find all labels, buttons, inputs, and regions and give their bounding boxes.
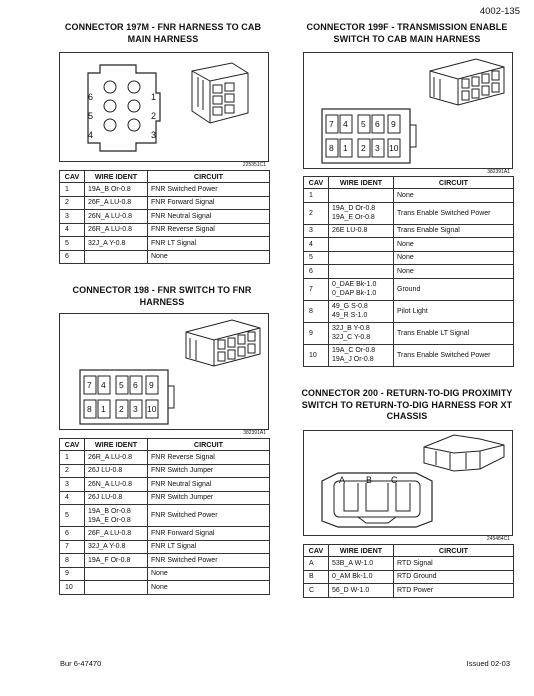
table-row <box>60 250 270 264</box>
wire-cell <box>329 251 394 265</box>
pin-label: C <box>391 475 398 485</box>
wire-cell: 26J LU-0.8 <box>85 491 148 505</box>
cav-cell: 2 <box>60 196 85 210</box>
page-number: 4002-135 <box>479 6 520 17</box>
cav-cell: 5 <box>60 505 85 527</box>
pin-label: 8 <box>87 404 92 414</box>
pin-label: 4 <box>88 130 94 140</box>
wire-cell: 53B_A W-1.0 <box>329 557 394 571</box>
circuit-cell: Pilot Light <box>394 300 514 322</box>
cav-cell: 6 <box>304 265 329 279</box>
cav-cell: 10 <box>304 344 329 366</box>
pin-label: 1 <box>101 404 106 414</box>
cav-header: CAV <box>60 171 85 183</box>
connector-200-title: CONNECTOR 200 - RETURN-TO-DIG PROXIMITY SWITCH TO RETURN-TO-DIG HARNESS FOR XT CHASSIS <box>301 388 513 421</box>
circuit-cell: FNR Neutral Signal <box>148 478 270 492</box>
table-row <box>304 584 514 598</box>
table-row <box>304 202 514 224</box>
circuit-cell: RTD Power <box>394 584 514 598</box>
circuit-cell: None <box>394 265 514 279</box>
cav-header: CAV <box>60 439 85 451</box>
wire-cell: 32J_A Y-0.8 <box>85 540 148 554</box>
pin-label: 6 <box>133 380 138 390</box>
table-row <box>60 478 270 492</box>
circuit-cell: None <box>394 238 514 252</box>
cav-cell: 3 <box>304 224 329 238</box>
connector-197m-title: CONNECTOR 197M - FNR HARNESS TO CAB MAIN HARNESS <box>64 22 262 44</box>
table-row <box>304 322 514 344</box>
wire-cell: 19A_F Or-0.8 <box>85 554 148 568</box>
pin-label: 4 <box>101 380 106 390</box>
cav-cell: 8 <box>304 300 329 322</box>
cav-cell: 6 <box>60 527 85 541</box>
table-row <box>60 581 270 595</box>
wire-cell: 0_AM Bk-1.0 <box>329 570 394 584</box>
cav-cell: 9 <box>304 322 329 344</box>
pin-label: 5 <box>361 119 366 129</box>
connector-197m-table <box>59 170 270 264</box>
figure-id: 382391A1 <box>487 169 510 175</box>
circuit-cell: FNR Forward Signal <box>148 527 270 541</box>
pin-label: 7 <box>87 380 92 390</box>
cav-cell: A <box>304 557 329 571</box>
wire-cell: 56_D W-1.0 <box>329 584 394 598</box>
table-row <box>60 210 270 224</box>
cav-cell: 1 <box>60 183 85 197</box>
circuit-cell: Trans Enable Switched Power <box>394 344 514 366</box>
document-number: Bur 6-47470 <box>60 659 102 668</box>
cav-cell: 2 <box>304 202 329 224</box>
table-row <box>60 540 270 554</box>
connector-198-drawing <box>59 313 269 436</box>
figure-id: 382391A1 <box>243 430 266 436</box>
circuit-cell: FNR Switched Power <box>148 183 270 197</box>
pin-label: 5 <box>119 380 124 390</box>
table-row <box>60 505 270 527</box>
wire-cell <box>329 189 394 203</box>
cav-cell: 1 <box>304 189 329 203</box>
table-row <box>60 451 270 465</box>
table-row <box>304 251 514 265</box>
circuit-cell: None <box>394 189 514 203</box>
wire-cell: 19A_B Or-0.8 <box>85 183 148 197</box>
pin-label: 1 <box>151 92 157 102</box>
table-row <box>304 265 514 279</box>
figure-id: 225351C1 <box>242 162 266 168</box>
circuit-header: CIRCUIT <box>148 439 270 451</box>
circuit-cell: FNR LT Signal <box>148 540 270 554</box>
circuit-cell: FNR Switched Power <box>148 505 270 527</box>
circuit-header: CIRCUIT <box>148 171 270 183</box>
table-row <box>60 527 270 541</box>
circuit-cell: FNR Switch Jumper <box>148 464 270 478</box>
table-row <box>304 557 514 571</box>
table-row <box>304 224 514 238</box>
cav-cell: C <box>304 584 329 598</box>
table-row <box>60 237 270 251</box>
wire-header: WIRE IDENT <box>85 171 148 183</box>
wire-cell: 32J_A Y-0.8 <box>85 237 148 251</box>
cav-cell: 3 <box>60 478 85 492</box>
circuit-cell: FNR Switch Jumper <box>148 491 270 505</box>
wire-cell: 26F_A LU-0.8 <box>85 527 148 541</box>
wire-header: WIRE IDENT <box>329 545 394 557</box>
pin-label: 10 <box>389 143 399 153</box>
circuit-cell: FNR Switched Power <box>148 554 270 568</box>
wire-cell: 26J LU-0.8 <box>85 464 148 478</box>
circuit-cell: RTD Ground <box>394 570 514 584</box>
circuit-cell: Ground <box>394 278 514 300</box>
pin-label: 9 <box>149 380 154 390</box>
pin-label: 2 <box>361 143 366 153</box>
table-row <box>304 189 514 203</box>
cav-cell: 8 <box>60 554 85 568</box>
circuit-cell: FNR Reverse Signal <box>148 451 270 465</box>
circuit-cell: FNR Reverse Signal <box>148 223 270 237</box>
cav-cell: 2 <box>60 464 85 478</box>
pin-label: 4 <box>343 119 348 129</box>
table-row <box>304 238 514 252</box>
connector-199f-title: CONNECTOR 199F - TRANSMISSION ENABLE SWITCH TO CAB MAIN HARNESS <box>306 22 508 44</box>
issue-date: Issued 02-03 <box>466 659 510 668</box>
pin-label: 8 <box>329 143 334 153</box>
cav-cell: 3 <box>60 210 85 224</box>
wire-cell: 0_DAE Bk-1.0 0_DAP Bk-1.0 <box>329 278 394 300</box>
pin-label: 9 <box>391 119 396 129</box>
cav-cell: 7 <box>60 540 85 554</box>
wire-cell <box>329 238 394 252</box>
wire-cell: 26F_A LU-0.8 <box>85 196 148 210</box>
wire-cell: 49_G S-0.8 49_R S-1.0 <box>329 300 394 322</box>
table-row <box>60 567 270 581</box>
pin-label: 2 <box>119 404 124 414</box>
circuit-header: CIRCUIT <box>394 545 514 557</box>
circuit-header: CIRCUIT <box>394 177 514 189</box>
wire-cell: 26N_A LU-0.8 <box>85 478 148 492</box>
cav-cell: 4 <box>60 223 85 237</box>
circuit-cell: FNR LT Signal <box>148 237 270 251</box>
connector-197m-drawing <box>59 52 269 168</box>
pin-label: 3 <box>133 404 138 414</box>
figure-id: 245484C1 <box>486 536 510 542</box>
pin-label: A <box>339 475 346 485</box>
table-row <box>60 491 270 505</box>
cav-cell: 9 <box>60 567 85 581</box>
connector-198-title: CONNECTOR 198 - FNR SWITCH TO FNR HARNESS <box>72 285 252 307</box>
circuit-cell: Trans Enable Switched Power <box>394 202 514 224</box>
wire-cell <box>85 250 148 264</box>
table-row <box>304 278 514 300</box>
table-row <box>304 300 514 322</box>
table-row <box>60 196 270 210</box>
pin-label: 6 <box>88 92 94 102</box>
cav-cell: 4 <box>60 491 85 505</box>
wire-header: WIRE IDENT <box>85 439 148 451</box>
cav-cell: 10 <box>60 581 85 595</box>
cav-cell: 5 <box>60 237 85 251</box>
wire-cell: 32J_B Y-0.8 32J_C Y-0.8 <box>329 322 394 344</box>
table-row <box>60 183 270 197</box>
wire-header: WIRE IDENT <box>329 177 394 189</box>
wire-cell <box>85 567 148 581</box>
wire-cell: 26N_A LU-0.8 <box>85 210 148 224</box>
circuit-cell: None <box>148 581 270 595</box>
pin-label: 3 <box>151 130 157 140</box>
pin-label: 7 <box>329 119 334 129</box>
pin-label: 2 <box>151 111 157 121</box>
wire-cell: 19A_D Or-0.8 19A_E Or-0.8 <box>329 202 394 224</box>
circuit-cell: None <box>394 251 514 265</box>
cav-cell: 7 <box>304 278 329 300</box>
circuit-cell: FNR Neutral Signal <box>148 210 270 224</box>
wire-cell: 19A_B Or-0.8 19A_E Or-0.8 <box>85 505 148 527</box>
pin-label: 6 <box>375 119 380 129</box>
cav-cell: 4 <box>304 238 329 252</box>
wire-cell <box>85 581 148 595</box>
connector-199f-drawing <box>303 52 513 175</box>
pin-label: 5 <box>88 111 94 121</box>
circuit-cell: FNR Forward Signal <box>148 196 270 210</box>
pin-label: 10 <box>147 404 157 414</box>
wire-cell: 26R_A LU-0.8 <box>85 451 148 465</box>
wire-cell: 26E LU-0.8 <box>329 224 394 238</box>
cav-header: CAV <box>304 177 329 189</box>
circuit-cell: RTD Signal <box>394 557 514 571</box>
cav-cell: B <box>304 570 329 584</box>
wire-cell <box>329 265 394 279</box>
circuit-cell: Trans Enable LT Signal <box>394 322 514 344</box>
wire-cell: 26R_A LU-0.8 <box>85 223 148 237</box>
circuit-cell: None <box>148 250 270 264</box>
circuit-cell: Trans Enable Signal <box>394 224 514 238</box>
cav-cell: 5 <box>304 251 329 265</box>
pin-label: 1 <box>343 143 348 153</box>
connector-198-table <box>59 438 270 595</box>
table-row <box>60 223 270 237</box>
table-row <box>304 344 514 366</box>
circuit-cell: None <box>148 567 270 581</box>
cav-cell: 1 <box>60 451 85 465</box>
table-row <box>60 464 270 478</box>
connector-199f-table <box>303 176 514 367</box>
pin-label: B <box>366 475 373 485</box>
connector-200-drawing <box>303 430 513 542</box>
cav-cell: 6 <box>60 250 85 264</box>
table-row <box>60 554 270 568</box>
wire-cell: 19A_C Or-0.8 19A_J Or-0.8 <box>329 344 394 366</box>
pin-label: 3 <box>375 143 380 153</box>
connector-200-table <box>303 544 514 598</box>
table-row <box>304 570 514 584</box>
cav-header: CAV <box>304 545 329 557</box>
